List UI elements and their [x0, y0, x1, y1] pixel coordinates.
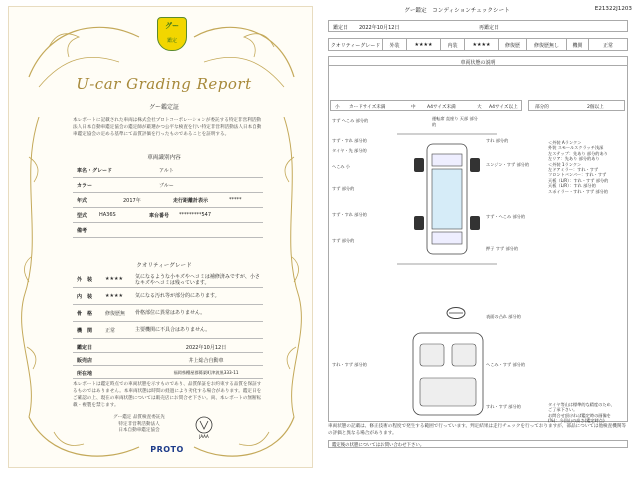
- grade-label: クオリティーグレード: [329, 39, 383, 50]
- vehicle-color-label: カラー: [77, 183, 93, 189]
- date-row: [328, 20, 628, 32]
- vehicle-name-value: アルト: [159, 168, 174, 174]
- size-card: カードサイズ未満: [349, 104, 386, 110]
- location-label: 所在地: [77, 371, 93, 377]
- note-line: 左ドアミラー：すれ・すず: [548, 167, 599, 173]
- vehicle-name-label: 車名・グレード: [77, 168, 113, 174]
- size-mid: 中: [411, 104, 416, 110]
- appraisal-date-label: 鑑定日: [333, 25, 349, 31]
- status-header: 車両状態の説明: [328, 56, 628, 66]
- quality-stars: 修復歴無: [105, 311, 126, 317]
- mileage-value: *****: [229, 197, 242, 203]
- quality-row-frame: [73, 305, 263, 322]
- note-line: 天板（L/R）：すれ 部分的: [548, 183, 596, 189]
- location-row: [73, 366, 263, 379]
- damage-label: すず へこみ 部分的: [332, 118, 369, 123]
- note-line: 左リア：先あり 部分的あり: [548, 156, 600, 162]
- dealer-value: 井上総合自動車: [188, 358, 224, 364]
- model-value: HA36S: [99, 212, 116, 218]
- model-label: 型式: [77, 213, 88, 219]
- ornament-left: [9, 117, 49, 417]
- quality-stars: 正常: [105, 328, 116, 334]
- ornament-right: [274, 117, 314, 417]
- certificate-subtitle: グー鑑定証: [148, 104, 179, 111]
- org-line: 日本自動車鑑定協会: [118, 428, 160, 433]
- damage-label: すれ 部分的: [486, 138, 509, 143]
- damage-label: すず・すれ 部分的: [332, 138, 367, 143]
- damage-label: 押子 すず 部分的: [486, 246, 519, 251]
- exterior-notes: [548, 140, 624, 194]
- car-interior-diagram: [398, 328, 498, 420]
- remarks-label: 備考: [77, 228, 88, 234]
- repair-value: 修復歴無し: [527, 39, 567, 50]
- engine-label: 機関: [567, 39, 589, 50]
- badge-top-text: グー: [165, 22, 179, 30]
- dealer-row: [73, 353, 263, 366]
- damage-label: へこみ・すず 部分的: [486, 362, 526, 367]
- note-line: お問合せ頂ければ鑑定時の画像を: [548, 412, 611, 418]
- chassis-value: *********547: [179, 212, 212, 218]
- damage-label: へこみ 小: [332, 164, 351, 169]
- condition-check-sheet: [322, 6, 634, 468]
- appraisal-date-value: 2022年10月12日: [185, 345, 227, 351]
- org-line: 特定非営利活動法人: [118, 421, 160, 427]
- certificate-notes: 本レポートは鑑定時点での車両状態を示すものであり、品質保証をお約束する品質を保証するものではありません。本車両状態は時間の経過により劣化する場合があります。鑑定日をご確認の上、現在の車両状態については販売店にお問合せ下さい。尚、本レポートの無断転載・複製を禁じます。: [73, 382, 262, 408]
- damage-label: すず 部分的: [332, 186, 355, 191]
- damage-label: 運転席 直座り 天部 部分的: [432, 116, 478, 127]
- quality-label: 機 関: [77, 328, 93, 334]
- appraisal-date-label: 鑑定日: [77, 345, 93, 351]
- vehicle-model-row: [73, 208, 263, 223]
- damage-label: エンジン・すず 部分的: [486, 162, 530, 167]
- mileage-label: 走行距離計表示: [173, 198, 209, 204]
- vehicle-color-value: ブルー: [159, 183, 174, 189]
- note-line: フロントバンパー：すれ・すず: [548, 172, 607, 178]
- quality-stars: ★★★★: [105, 276, 123, 282]
- remarks-row: [73, 223, 263, 238]
- quality-row-interior: [73, 288, 263, 305]
- chassis-label: 車台番号: [149, 213, 170, 219]
- quality-row-exterior: [73, 271, 263, 288]
- dealer-label: 販売店: [77, 358, 93, 364]
- vehicle-year-value: 2017年: [123, 198, 141, 204]
- tire-notes: [548, 402, 624, 424]
- jaaa-logo: [192, 415, 216, 439]
- size-legend: [330, 100, 522, 111]
- int-label: 内装: [441, 39, 465, 50]
- quality-label: 骨 格: [77, 311, 93, 317]
- appraisal-date-row: [73, 340, 263, 353]
- damage-label: すず・へこみ 部分的: [486, 214, 526, 219]
- quality-row-engine: [73, 322, 263, 339]
- reappraisal-label: 再鑑定日: [479, 25, 500, 31]
- note-line: ＜外装 Aランク＞: [548, 140, 582, 145]
- quality-section-title: クオリティーグレード: [136, 263, 192, 269]
- grading-certificate: [8, 6, 313, 468]
- sheet-footer: 車両状態の記載は、修正技術の程度で発生する範囲で行っています。判定結果は走行チェックを行っておりますが、部品については他検査機関等の評価と異なる場合があります。: [328, 424, 627, 436]
- quality-desc: 主要機関に不具合はありません。: [135, 327, 211, 333]
- damage-label: すず 部分的: [332, 238, 355, 243]
- ext-value: ★★★★: [407, 39, 441, 50]
- repair-label: 修復歴: [499, 39, 527, 50]
- size-a4: A4サイズ未満: [427, 104, 456, 110]
- parts-value: 2個以上: [587, 104, 604, 110]
- note-line: ＜外装 1ランク＞: [548, 161, 582, 167]
- quality-label: 内 装: [77, 294, 93, 300]
- size-small: 小: [335, 104, 340, 110]
- report-id: E21322J1203: [594, 6, 632, 12]
- sheet-footer-box: 鑑定後の状態についてはお問い合わせ下さい。: [328, 440, 628, 448]
- vehicle-color-row: [73, 178, 263, 193]
- damage-label: 表面の凸れ 部分的: [486, 314, 521, 319]
- quality-label: 外 装: [77, 277, 93, 283]
- jaaa-text: JAAA: [199, 434, 209, 439]
- vehicle-section-title: 車両識別内容: [147, 155, 181, 161]
- damage-label: すず・すれ 部分的: [332, 212, 367, 217]
- certificate-title: U-car Grading Report: [76, 75, 252, 93]
- int-value: ★★★★: [465, 39, 499, 50]
- vehicle-year-label: 年式: [77, 198, 88, 204]
- quality-desc: 気になる汚れ等が部分的にあります。: [135, 293, 220, 299]
- vehicle-name-row: [73, 163, 263, 178]
- damage-label: すれ・すず 部分的: [486, 404, 521, 409]
- vehicle-year-row: [73, 193, 263, 208]
- quality-stars: ★★★★: [105, 293, 123, 299]
- damage-label: すれ・すず 部分的: [332, 362, 367, 367]
- note-line: 外装 スモールスクラッチ浅深: [548, 145, 604, 151]
- quality-desc: 骨格部位に異常はありません。: [135, 310, 206, 316]
- note-line: 天板（L/R）：すれ・すず 部分的: [548, 177, 609, 183]
- org-info: [99, 415, 179, 435]
- goo-appraisal-badge: [157, 17, 187, 51]
- sheet-title: グー鑑定 コンディションチェックシート: [404, 8, 510, 14]
- proto-logo: [137, 445, 197, 454]
- appraisal-date-value: 2022年10月12日: [359, 25, 400, 31]
- proto-text: PROTO: [150, 445, 184, 454]
- car-top-view-diagram: [392, 124, 502, 274]
- location-value: 福岡県糟屋郡篠栗町津波黒333-11: [173, 370, 239, 375]
- size-big: 大: [477, 104, 482, 110]
- note-line: スポイラー・すれ・すず 部分的: [548, 188, 608, 194]
- quality-desc: 気になるような小キズやヘコミは補修済みですが、小さなキズやヘコミは残っています。: [135, 274, 260, 286]
- steering-wheel-icon: [446, 306, 466, 320]
- engine-value: 正常: [602, 43, 613, 49]
- parts-legend: [528, 100, 625, 111]
- size-a4plus: A4サイズ以上: [489, 104, 518, 110]
- damage-label: タイヤ・先 部分的: [332, 148, 367, 153]
- note-line: タイヤ等山は標準的な精度のため、: [548, 402, 615, 407]
- badge-bottom-text: 鑑定: [166, 38, 177, 44]
- parts-label: 部分的: [535, 104, 549, 110]
- grade-row: [328, 38, 628, 51]
- note-line: ご了承下さい。: [548, 407, 578, 413]
- certificate-intro: 本レポートに記載された車両は株式会社プロトコーポレーションが委託する特定非営利活動法人日本自動車鑑定協会の鑑定師が厳選かつ公平な検査を行い特定非営利活動法人日本自動車鑑定協会の定める基準にて品質評価を行ったものであることを証明する。: [73, 118, 262, 137]
- ext-label: 外装: [383, 39, 407, 50]
- org-line: グー鑑定 品質検査委託先: [113, 415, 165, 420]
- note-line: (%)：今回山の高さ(鑑定時点): [548, 418, 605, 424]
- note-line: 左ステップ：先あり 部分的あり: [548, 150, 608, 156]
